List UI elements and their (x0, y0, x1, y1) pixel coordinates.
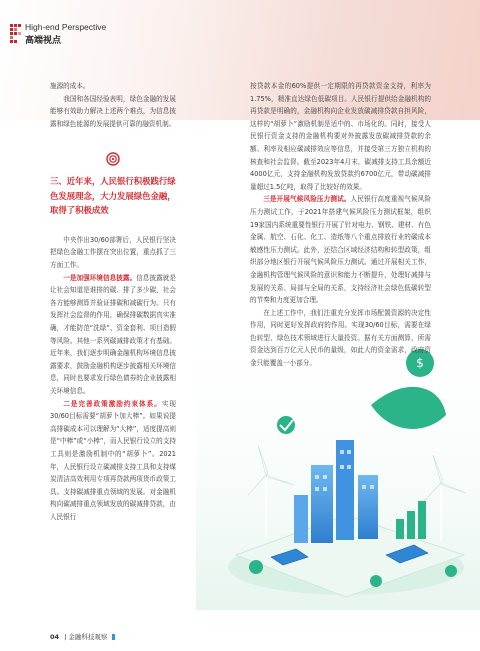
right-paragraph-2 (250, 193, 431, 306)
right-paragraph-3: 在上述工作中，我们注重充分发挥市场配置资源的决定性作用，同时更好发挥政府的作用。实现30/60目标，需要在绿色转型、绿色技术领域进行大量投资。据有关方面测算，所需资金达到百万亿元人民币的量级，如此大的资金需求，政府资金只能覆盖一小部分。 (250, 308, 431, 368)
left-paragraph-4 (50, 272, 176, 398)
left-paragraph-5 (50, 398, 176, 524)
left-paragraph-1: 施源的成本。 (50, 82, 90, 90)
page-number: 04 (50, 633, 60, 641)
point-one-body: 信息披露就是让社会知道是谁排的碳、排了多少碳，社会各方能够测算并验证排碳和减碳行为。只有发挥社会监督的作用，确保排碳数据真实准确，才能防范“洗绿”、资金套利、项目造假等风险。其他一系列碳减排政策才有基础。近年来，我们逐步明确金融机构环境信息披露要求，鼓励金融机构逐步披露相关环境信息，同时也要求发行绿色债券的企业披露相关环境信息。 (50, 273, 177, 395)
point-three-body: 人民银行高度重视气候风险压力测试工作，于2021年搭建气候风险压力测试框架，组织19家国内系统重要性银行开展了针对电力、钢铁、建材、有色金属、航空、石化、化工、造纸等八个重点排放行业的碳成本敏感性压力测试。此外，还结合区域经济结构和转型政策，组织部分地区银行开展气候风险压力测试。通过开展相关工作，金融机构管理气候风险的意识和能力不断提升，处理好减排与发展的关系、局部与全局的关系，支持经济社会绿色低碳转型的节奏和力度更加合理。 (250, 195, 432, 305)
dot-grid-logo-icon (10, 24, 22, 46)
section-three-title: 三、近年来，人民银行积极践行绿色发展理念，大力发展绿色金融，取得了积极成效 (50, 176, 176, 216)
header-chinese-title: 高端视点 (25, 36, 62, 46)
target-icon (106, 152, 120, 166)
point-three-heading: 三是开展气候风险压力测试。 (263, 195, 351, 204)
left-column (50, 80, 176, 524)
journal-name: 金融科技观察 (68, 633, 108, 641)
svg-text:$: $ (416, 356, 424, 370)
point-two-body: 实现30/60目标需要“胡萝卜加大棒”。如果说提高排碳成本可以理解为“大棒”，适度提高则是“中棒”或“小棒”，而人民银行设立的支持工具则是激励机制中的“胡萝卜”。2021年，人民银行设立碳减排支持工具和支持煤炭清洁高效利用专项再贷款两项货币政策工具。支持碳减排重点领域的发展。对金融机构向碳减排重点领域发放的碳减排贷款，由人民银行 (50, 399, 177, 521)
point-one-heading: 一是加强环境信息披露。 (63, 273, 137, 282)
left-paragraph-3: 中央作出30/60部署后，人民银行坚决把绿色金融工作摆在突出位置，重点抓了三方面工作。 (50, 235, 176, 270)
left-paragraph-2: 我国和各国经验表明，绿色金融的发展能够有效助力解决上述两个难点，为信息披露和绿色能源的发展提供可靠的融资机制。 (50, 94, 176, 128)
right-paragraph-1: 按贷款本金的60%提供一定期限的再贷款资金支持，利率为1.75%，精准直达绿色低碳项目。人民银行提供给金融机构的再贷款是明确的，金融机构向企业发放碳减排贷款自担风险，这样的“胡萝卜”激励机制是适中的、市场化的。同时，接受人民银行资金支持的金融机构要对外披露发放碳减排贷款的余额、利率及相应碳减排效应等信息，并接受第三方独立机构的核查和社会监督。截至2023年4月末，碳减排支持工具余额近4000亿元，支持金融机构发放贷款约6700亿元，带动碳减排量超过1.5亿吨，取得了比较好的效果。 (250, 82, 431, 191)
footer-accent-bar (112, 634, 115, 640)
footer-divider: | (64, 633, 67, 641)
right-column (250, 80, 431, 370)
header-english-title: High-end Perspective (25, 22, 107, 32)
point-two-heading: 二是完善政策激励约束体系。 (63, 399, 162, 408)
page-footer (50, 632, 115, 641)
